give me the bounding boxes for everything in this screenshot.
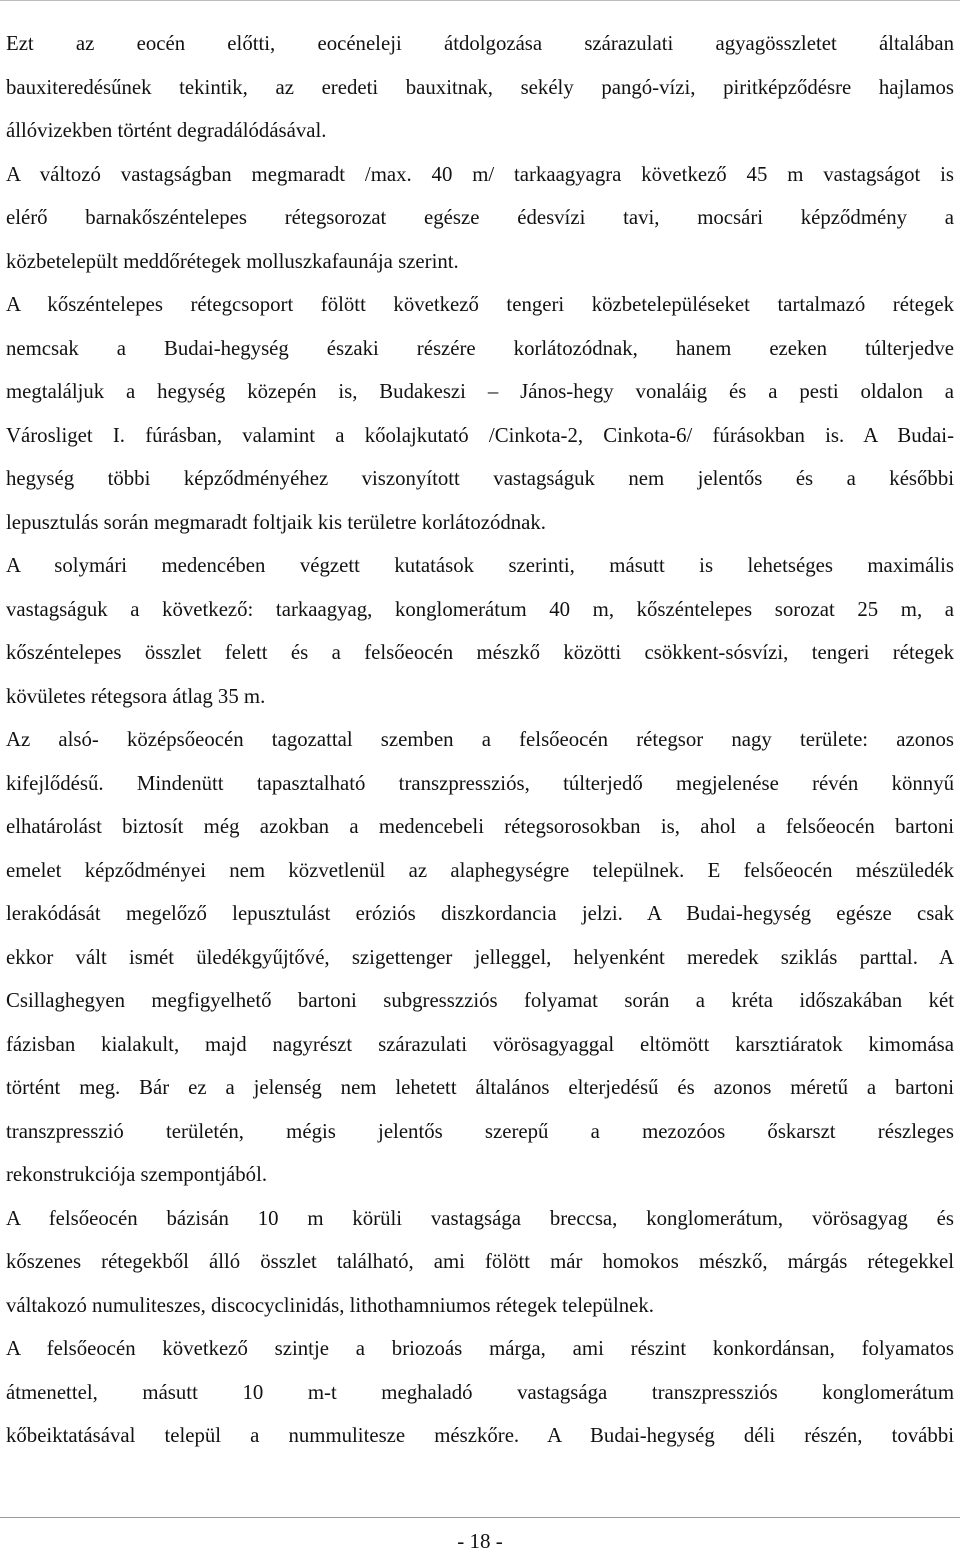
text-line: megtaláljuk a hegység közepén is, Budakeszi – János-hegy vonaláig és a pesti oldalon a — [6, 380, 954, 403]
text-line: történt meg. Bár ez a jelenség nem lehetett általános elterjedésű és azonos méretű a bartoni — [6, 1076, 954, 1099]
text-line: A felsőeocén következő szintje a briozoás márga, ami részint konkordánsan, folyamatos — [6, 1337, 954, 1360]
text-line: A solymári medencében végzett kutatások szerinti, másutt is lehetséges maximális — [6, 554, 954, 577]
text-line: kifejlődésű. Mindenütt tapasztalható transzpressziós, túlterjedő megjelenése révén könnyű — [6, 771, 954, 795]
text-line: állóvizekben történt degradálódásával. — [6, 119, 327, 142]
text-line: elhatárolást biztosít még azokban a medencebeli rétegsorosokban is, ahol a felsőeocén bartoni — [6, 815, 954, 838]
document-body — [6, 22, 954, 1458]
text-line: Ezt az eocén előtti, eocéneleji átdolgozása szárazulati agyagösszletet általában — [6, 32, 954, 55]
text-line: ekkor vált ismét üledékgyűjtővé, szigettenger jelleggel, helyenként meredek sziklás parttal. A — [6, 945, 954, 969]
top-rule — [0, 0, 960, 1]
page-number: - 18 - — [457, 1529, 503, 1553]
text-line: hegység többi képződményéhez viszonyított vastagságuk nem jelentős és a későbbi — [6, 467, 954, 490]
text-line: kőszenes rétegekből álló összlet található, ami fölött már homokos mészkő, márgás rétegekkel — [6, 1250, 954, 1273]
text-line: kőbeiktatásával települ a nummulitesze mészkőre. A Budai-hegység déli részén, további — [6, 1424, 954, 1447]
text-line: átmenettel, másutt 10 m-t meghaladó vastagsága transzpressziós konglomerátum — [6, 1380, 954, 1404]
text-line: emelet képződményei nem közvetlenül az alaphegységre települnek. E felsőeocén mészüledék — [6, 858, 954, 882]
text-line: nemcsak a Budai-hegység északi részére korlátozódnak, hanem ezeken túlterjedve — [6, 336, 954, 360]
text-line: bauxiteredésűnek tekintik, az eredeti bauxitnak, sekély pangó-vízi, piritképződésre hajlamos — [6, 75, 954, 99]
text-line: fázisban kialakult, majd nagyrészt szárazulati vörösagyaggal eltömött karsztiáratok kimomása — [6, 1032, 954, 1056]
text-line: Az alsó- középsőeocén tagozattal szemben a felsőeocén rétegsor nagy területe: azonos — [6, 728, 954, 751]
text-line: A kőszéntelepes rétegcsoport fölött következő tengeri közbetelepüléseket tartalmazó rétegek — [6, 293, 954, 316]
text-line: vastagságuk a következő: tarkaagyag, konglomerátum 40 m, kőszéntelepes sorozat 25 m, a — [6, 597, 954, 621]
text-line: Csillaghegyen megfigyelhető bartoni subgresszziós folyamat során a kréta időszakában két — [6, 989, 954, 1012]
text-line: lerakódását megelőző lepusztulást eróziós diszkordancia jelzi. A Budai-hegység egésze csak — [6, 902, 954, 925]
text-line: transzpresszió területén, mégis jelentős szerepű a mezozóos őskarszt részleges — [6, 1119, 954, 1143]
text-line: A változó vastagságban megmaradt /max. 40 m/ tarkaagyagra következő 45 m vastagságot is — [6, 162, 954, 186]
text-line: rekonstrukciója szempontjából. — [6, 1163, 268, 1186]
text-line: kövületes rétegsora átlag 35 m. — [6, 684, 266, 708]
text-line: közbetelepült meddőrétegek molluszkafaunája szerint. — [6, 249, 459, 273]
text-line: Városliget I. fúrásban, valamint a kőolajkutató /Cinkota-2, Cinkota-6/ fúrásokban is. A Budai- — [6, 423, 954, 447]
text-line: elérő barnakőszéntelepes rétegsorozat egésze édesvízi tavi, mocsári képződmény a — [6, 206, 954, 229]
text-line: lepusztulás során megmaradt foltjaik kis területre korlátozódnak. — [6, 510, 546, 534]
footer-rule — [0, 1517, 960, 1518]
text-line: kőszéntelepes összlet felett és a felsőeocén mészkő közötti csökkent-sósvízi, tengeri rétegek — [6, 641, 954, 664]
text-line: A felsőeocén bázisán 10 m körüli vastagsága breccsa, konglomerátum, vörösagyag és — [6, 1206, 954, 1230]
text-line: váltakozó numuliteszes, discocyclinidás, lithothamniumos rétegek települnek. — [6, 1293, 655, 1317]
